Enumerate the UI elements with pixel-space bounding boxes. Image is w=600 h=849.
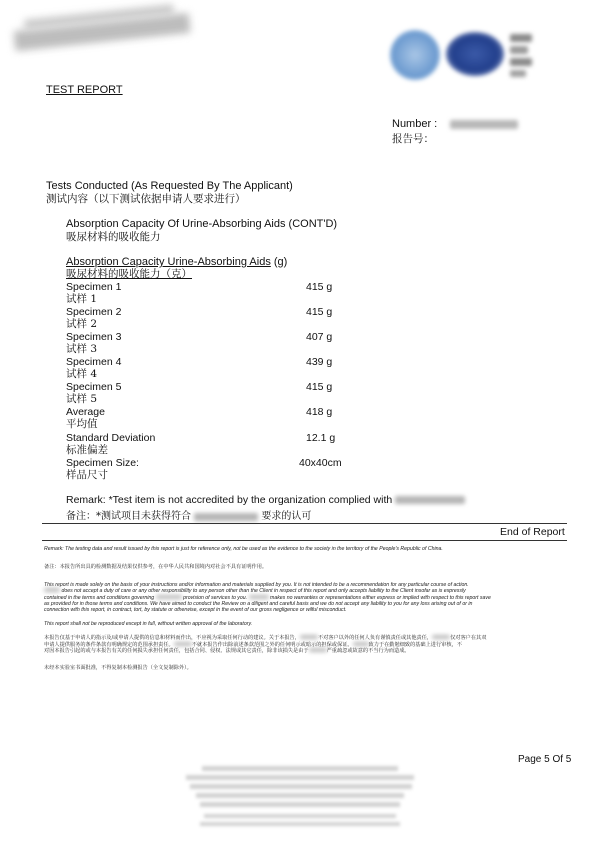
table-row	[66, 406, 386, 430]
accreditation-number-block	[510, 34, 532, 78]
redacted-company	[300, 635, 318, 639]
disclaimer-p2-line: as provided for in those terms and conditions. We have aimed to conduct the Review on a diligent and careful basis and we do not accept any liability to you for any loss arising out of or in	[44, 601, 473, 608]
disclaimer-p4-text: 不就本报告作出除前述条款范围之外的任何明示或暗示的担保或保证。	[191, 641, 353, 648]
end-of-report: End of Report	[500, 526, 565, 538]
test-subheading-cn: 吸尿材料的吸收能力	[66, 231, 161, 243]
row-value: 439 g	[306, 356, 333, 368]
disclaimer-p2-text: makes no warranties or representations either express or implied with respect to this report save	[270, 594, 491, 601]
row-label: Specimen Size:	[66, 457, 139, 469]
disclaimer-p4-text: 严重疏忽或故意的不当行为而造成。	[326, 648, 410, 655]
row-label-cn: 样品尺寸	[66, 469, 108, 481]
row-label: Specimen 1	[66, 281, 122, 293]
report-number-label-cn: 报告号：	[392, 133, 434, 145]
divider-line	[42, 523, 567, 524]
disclaimer-p4	[44, 635, 568, 654]
remark-en: Remark: *Test item is not accredited by the organization complied with	[66, 494, 393, 506]
disclaimer-p4-text: 对因本报告引起的或与本报告有关的任何损失承担任何责任，包括合同、侵权、法规或其它责任，除非该损失是由于	[44, 648, 309, 655]
row-label-cn: 平均值	[66, 418, 98, 430]
footer-address-line	[190, 784, 412, 789]
row-label-cn: 试样 4	[66, 368, 98, 380]
row-label-cn: 标准偏差	[66, 444, 108, 456]
disclaimer-p2	[44, 582, 568, 614]
disclaimer-p1-cn: 备注：本报告所出具的检测数据及结果仅供参考，在中华人民共和国境内对社会不具有证明作用。	[44, 564, 268, 571]
disclaimer-p1-en: Remark: The testing data and result issued by this report is just for reference only, not be used as the evidence to the society in the territory of the People's Republic of China.	[44, 546, 443, 552]
footer-address-line	[200, 822, 400, 826]
footer-address-line	[186, 775, 414, 780]
remark-text	[66, 494, 465, 506]
row-label: Standard Deviation	[66, 432, 156, 444]
table-row	[66, 331, 386, 355]
table-row	[66, 306, 386, 330]
results-table-title-underlined: Absorption Capacity Urine-Absorbing Aids	[66, 256, 271, 268]
test-subheading: Absorption Capacity Of Urine-Absorbing Aids (CONT'D)	[66, 218, 338, 230]
table-row	[66, 356, 386, 380]
disclaimer-p5: 未经本实验室书面批准，不得复制本检测报告（全文复制除外）。	[44, 665, 192, 672]
remark-cn-after: 要求的认可	[261, 511, 312, 522]
row-value: 415 g	[306, 281, 333, 293]
redacted-organization	[395, 496, 465, 504]
disclaimer-p2-text: provision of services to you.	[183, 594, 248, 601]
redacted-company	[249, 595, 269, 599]
disclaimer-p4-line	[44, 648, 568, 654]
disclaimer-p2-line: This report is made solely on the basis of your instructions and/or information and materials supplied by you. It is not intended to be a recommendation for any particular course of action.	[44, 581, 469, 588]
redacted-company	[309, 648, 327, 652]
row-label: Specimen 4	[66, 356, 122, 368]
certification-logo-icon	[446, 32, 504, 76]
remark-cn	[66, 507, 311, 522]
disclaimer-p3: This report shall not be reproduced except in full, without written approval of the laboratory.	[44, 620, 253, 627]
row-label-cn: 试样 2	[66, 318, 98, 330]
redacted-company	[432, 635, 450, 639]
tests-conducted-heading: Tests Conducted (As Requested By The Applicant)	[46, 180, 293, 192]
disclaimer-p2-text: contained in the terms and conditions governing	[44, 594, 155, 601]
footer-address-line	[204, 814, 396, 818]
redacted-company	[156, 595, 182, 599]
row-label-cn: 试样 1	[66, 293, 98, 305]
disclaimer-p4-text: 本报告仅基于申请人的指示及/或申请人提供的信息和材料而作出，不应视为采取任何行动的建议。关于本报告，	[44, 635, 300, 642]
disclaimer-p4-text: 仅对客户在其双	[450, 635, 487, 642]
report-number-value	[450, 120, 518, 129]
remark-cn-before: 备注：*测试项目未获得符合	[66, 511, 191, 522]
row-value: 12.1 g	[306, 432, 336, 444]
row-value: 418 g	[306, 406, 333, 418]
table-row	[66, 432, 386, 456]
row-value: 415 g	[306, 306, 333, 318]
row-label: Specimen 3	[66, 331, 122, 343]
redacted-company	[44, 588, 60, 592]
table-row	[66, 381, 386, 405]
disclaimer-p4-text: 致力于在勤勉细致的基础上进行审核，不	[368, 641, 462, 648]
divider-line	[42, 540, 567, 541]
accreditation-seal-icon	[390, 30, 440, 80]
footer-address-line	[196, 793, 404, 798]
disclaimer-p2-text: does not accept a duty of care or any other responsibility to any person other than the Client in respect of this report and only accepts liability to the Client insofar as is expressly	[61, 588, 466, 595]
tests-conducted-heading-cn: 测试内容（以下测试依据申请人要求进行）	[46, 193, 246, 205]
company-logo	[14, 8, 194, 56]
row-label: Specimen 5	[66, 381, 122, 393]
redacted-company	[174, 642, 192, 646]
disclaimer-p4-text: 不对客户以外的任何人负有谨慎责任或其他责任，	[317, 635, 433, 642]
row-value: 407 g	[306, 331, 333, 343]
report-number-label: Number :	[392, 118, 438, 130]
row-label-cn: 试样 3	[66, 343, 98, 355]
redacted-organization-cn	[194, 513, 258, 521]
footer-address-line	[200, 802, 400, 807]
footer-address-line	[202, 766, 398, 771]
page-number: Page 5 Of 5	[518, 754, 572, 765]
disclaimer-p4-text: 申请人提供服务的条件条款有明确规定的范围承担责任。	[44, 641, 174, 648]
redacted-company	[353, 642, 369, 646]
disclaimer-p2-line: connection with this report, in contract, tort, by statute or otherwise, except in the event of our gross negligence or wilful misconduct.	[44, 607, 347, 614]
row-label: Specimen 2	[66, 306, 122, 318]
disclaimer-block	[44, 546, 568, 672]
table-row	[66, 281, 386, 305]
row-value: 415 g	[306, 381, 333, 393]
row-label-cn: 试样 5	[66, 393, 98, 405]
report-title: TEST REPORT	[46, 84, 123, 96]
results-table-title-cn: 吸尿材料的吸收能力（克）	[66, 268, 192, 280]
results-table-unit: (g)	[270, 256, 288, 268]
row-value: 40x40cm	[299, 457, 342, 469]
row-label: Average	[66, 406, 105, 418]
table-row	[66, 457, 386, 481]
